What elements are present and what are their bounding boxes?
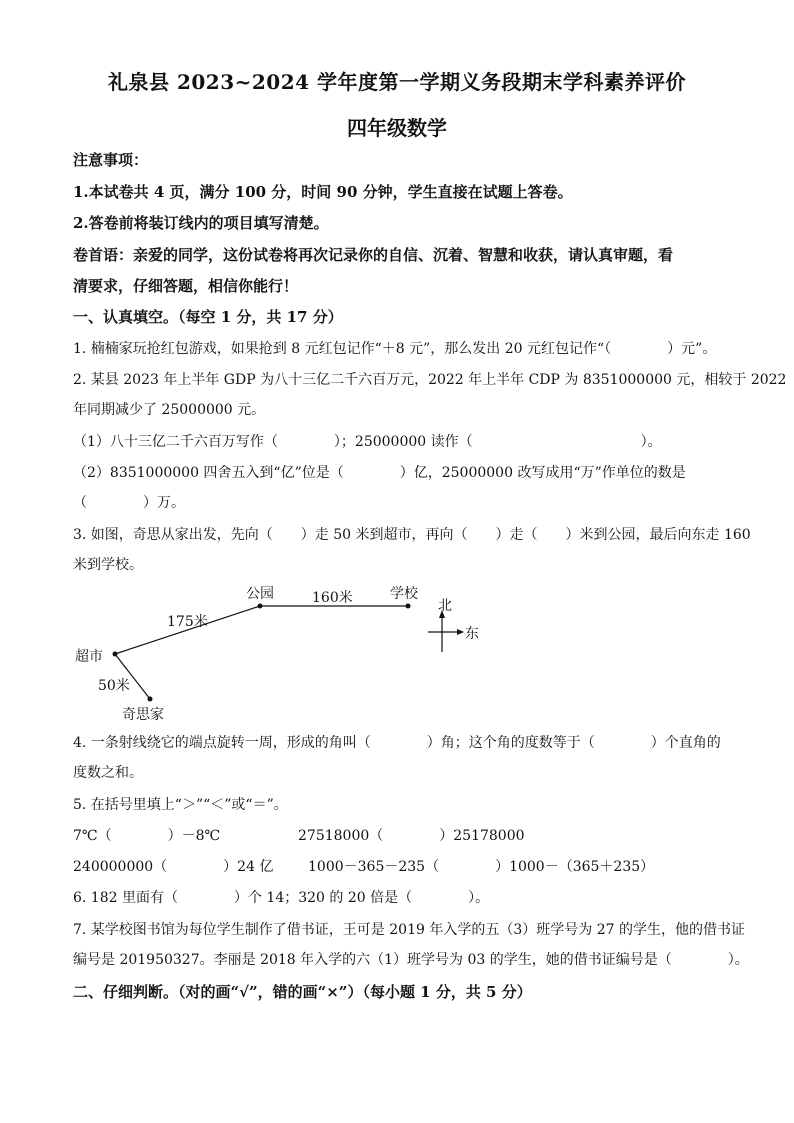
distance-market-park: 175米 — [167, 614, 208, 630]
preface-line-2: 清要求，仔细答题，相信你能行！ — [73, 277, 299, 295]
question-3-line-2: 米到学校。 — [73, 557, 143, 573]
compass-north-label: 北 — [438, 598, 452, 614]
question-2-part-2: （2）8351000000 四舍五入到“亿”位是（ ）亿，25000000 改写成用“万”作单位的数是 — [73, 465, 686, 481]
market-label: 超市 — [75, 649, 103, 665]
distance-park-school: 160米 — [312, 590, 353, 606]
question-2-part-1: （1）八十三亿二千六百万写作（ ）；25000000 读作（ ）。 — [73, 434, 662, 450]
distance-home-market: 50米 — [98, 678, 130, 694]
compass-east-arrow — [457, 629, 464, 635]
notice-heading: 注意事项： — [73, 151, 149, 169]
question-2-part-2-cont: （ ）万。 — [73, 495, 185, 511]
compass-east-label: 东 — [465, 626, 479, 642]
question-4-line-1: 4. 一条射线绕它的端点旋转一周，形成的角叫（ ）角；这个角的度数等于（ ）个直角的 — [73, 735, 721, 751]
park-point — [258, 604, 263, 609]
notice-item-2: 2.答卷前将装订线内的项目填写清楚。 — [73, 214, 329, 232]
question-3-line-1: 3. 如图，奇思从家出发，先向（ ）走 50 米到超市，再向（ ）走（ ）米到公园，最后向东走 160 — [73, 527, 751, 543]
question-2-line-2: 年同期减少了 25000000 元。 — [73, 402, 266, 418]
question-1: 1. 楠楠家玩抢红包游戏，如果抢到 8 元红包记作“＋8 元”，那么发出 20 元红包记作“（ ）元”。 — [73, 341, 717, 357]
exam-subtitle: 四年级数学 — [347, 116, 447, 140]
park-label: 公园 — [246, 586, 274, 602]
question-5-item-1: 7℃（ ）－8℃ — [73, 828, 221, 844]
question-6: 6. 182 里面有（ ）个 14；320 的 20 倍是（ ）。 — [73, 890, 490, 906]
school-point — [406, 604, 411, 609]
question-5-item-4: 1000－365－235（ ）1000－（365＋235） — [308, 859, 655, 875]
question-4-line-2: 度数之和。 — [73, 765, 143, 781]
question-2-line-1: 2. 某县 2023 年上半年 GDP 为八十三亿二千六百万元，2022 年上半年 CDP 为 8351000000 元，相较于 2022 — [73, 372, 787, 388]
question-7-line-1: 7. 某学校图书馆为每位学生制作了借书证，王可是 2019 年入学的五（3）班学号为 27 的学生，他的借书证 — [73, 922, 745, 938]
question-5-item-3: 240000000（ ）24 亿 — [73, 859, 274, 875]
market-point — [113, 652, 118, 657]
question-5-intro: 5. 在括号里填上“＞”“＜”或“＝”。 — [73, 797, 288, 813]
home-point — [148, 697, 153, 702]
school-label: 学校 — [390, 586, 418, 602]
exam-title: 礼泉县 2023~2024 学年度第一学期义务段期末学科素养评价 — [107, 70, 686, 94]
question-5-item-2: 27518000（ ）25178000 — [298, 828, 525, 844]
preface-line-1: 卷首语：亲爱的同学，这份试卷将再次记录你的自信、沉着、智慧和收获，请认真审题，看 — [73, 246, 674, 264]
section1-heading: 一、认真填空。（每空 1 分，共 17 分） — [73, 308, 343, 326]
route-diagram — [60, 580, 520, 730]
home-label: 奇思家 — [122, 707, 164, 723]
question-7-line-2: 编号是 201950327。李丽是 2018 年入学的六（1）班学号为 03 的学生，她的借书证编号是（ ）。 — [73, 952, 749, 968]
notice-item-1: 1.本试卷共 4 页，满分 100 分，时间 90 分钟，学生直接在试题上答卷。 — [73, 183, 573, 201]
section2-heading: 二、仔细判断。（对的画“√”，错的画“×”）（每小题 1 分，共 5 分） — [73, 983, 532, 1001]
